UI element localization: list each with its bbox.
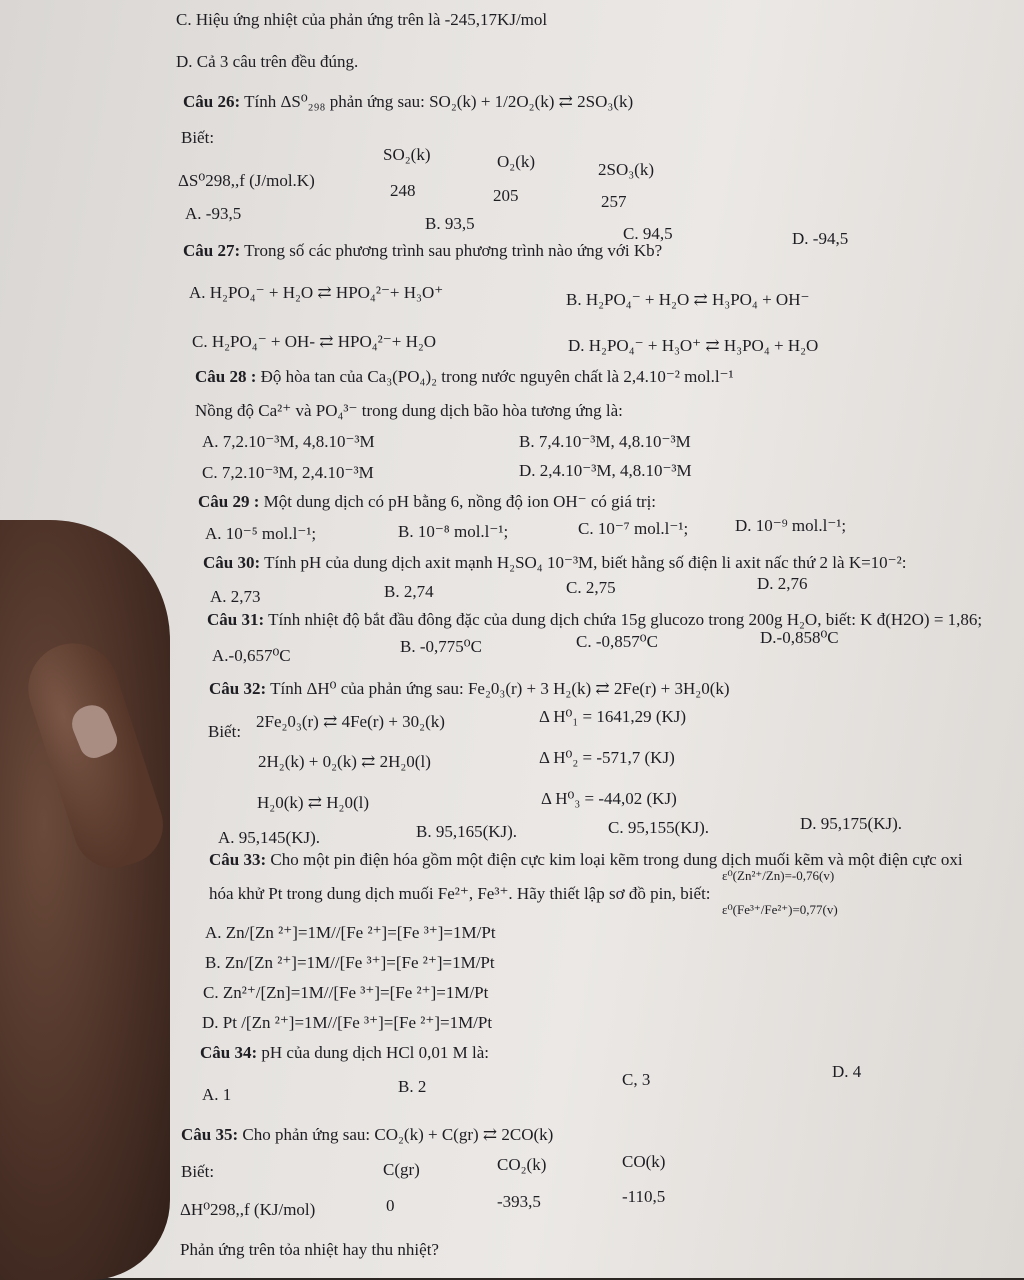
q31-stem [207,610,982,630]
q33-option-d: D. Pt /[Zn ²⁺]=1M//[Fe ³⁺]=[Fe ²⁺]=1M/Pt [202,1013,493,1032]
q31-label: Câu 31: [207,610,265,629]
q34-label: Câu 34: [200,1043,258,1062]
q26-text: Tính ΔS⁰₂₉₈ phản ứng sau: SO₂(k) + 1/2O₂(k) ⇄ 2SO₃(k) [244,92,634,111]
q26-label: Câu 26: [183,92,241,111]
q35-value-3: -110,5 [622,1187,666,1206]
q25-option-c: C. Hiệu ứng nhiệt của phản ứng trên là -245,17KJ/mol [176,10,548,29]
q32-eq2: 2H₂(k) + 0₂(k) ⇄ 2H₂0(l) [258,752,431,771]
q29-label: Câu 29 : [198,492,260,511]
q31-option-a: A.-0,657⁰C [212,646,291,665]
q33-option-c: C. Zn²⁺/[Zn]=1M//[Fe ³⁺]=[Fe ²⁺]=1M/Pt [203,983,489,1002]
q35-header-1: C(gr) [383,1160,420,1179]
q32-label: Câu 32: [209,679,267,698]
q26-option-d: D. -94,5 [792,229,849,248]
q35-label: Câu 35: [181,1125,239,1144]
q33-label: Câu 33: [209,850,267,869]
q35-value-1: 0 [386,1196,395,1215]
q31-option-d: D.-0,858⁰C [760,628,839,647]
q28-text: Độ hòa tan của Ca₃(PO₄)₂ trong nước nguyên chất là 2,4.10⁻² mol.l⁻¹ [260,367,734,386]
q26-header-1: SO₂(k) [383,145,431,164]
q33-e1: ε⁰(Zn²⁺/Zn)=-0,76(v) [722,868,835,883]
q35-header-3: CO(k) [622,1152,666,1171]
q33-text2: hóa khử Pt trong dung dịch muối Fe²⁺, Fe³⁺. Hãy thiết lập sơ đồ pin, biết: [209,884,711,903]
q26-value-2: 205 [493,186,519,205]
q32-option-b: B. 95,165(KJ). [416,822,518,841]
q34-option-a: A. 1 [202,1085,232,1104]
q33-text: Cho một pin điện hóa gồm một điện cực kim loại kẽm trong dung dịch muối kẽm và một điện cực oxi [270,850,963,869]
q31-text: Tính nhiệt độ bắt đầu đông đặc của dung dịch chứa 15g glucozo trong 200g H₂O, biết: K đ(H2O) = 1,86; [268,610,983,629]
q29-option-c: C. 10⁻⁷ mol.l⁻¹; [578,519,689,538]
q32-option-c: C. 95,155(KJ). [608,818,710,837]
q35-header-2: CO₂(k) [497,1155,547,1174]
q30-stem [203,553,906,573]
q35-text: Cho phản ứng sau: CO₂(k) + C(gr) ⇄ 2CO(k) [242,1125,554,1144]
q26-value-1: 248 [390,181,416,200]
q29-stem [198,492,656,512]
q29-text: Một dung dịch có pH bằng 6, nồng độ ion OH⁻ có giá trị: [263,492,657,511]
q33-option-b: B. Zn/[Zn ²⁺]=1M//[Fe ³⁺]=[Fe ²⁺]=1M/Pt [205,953,495,972]
q33-stem [209,850,963,870]
q34-option-c: C, 3 [622,1070,651,1089]
q32-eq1: 2Fe₂0₃(r) ⇄ 4Fe(r) + 30₂(k) [256,712,445,731]
q34-option-b: B. 2 [398,1077,427,1096]
q32-text: Tính ΔH⁰ của phản ứng sau: Fe₂0₃(r) + 3 H₂(k) ⇄ 2Fe(r) + 3H₂0(k) [270,679,730,698]
q27-stem [183,241,662,261]
q33-e2: ε⁰(Fe³⁺/Fe²⁺)=0,77(v) [722,902,838,917]
q33-option-a: A. Zn/[Zn ²⁺]=1M//[Fe ²⁺]=[Fe ³⁺]=1M/Pt [205,923,496,942]
q26-option-b: B. 93,5 [425,214,475,233]
q26-stem [183,92,633,112]
q32-option-d: D. 95,175(KJ). [800,814,902,833]
q28-option-c: C. 7,2.10⁻³M, 2,4.10⁻³M [202,463,374,482]
q30-label: Câu 30: [203,553,261,572]
q31-option-b: B. -0,775⁰C [400,637,482,656]
q28-option-b: B. 7,4.10⁻³M, 4,8.10⁻³M [519,432,691,451]
q32-dh2: Δ H⁰₂ = -571,7 (KJ) [539,748,675,767]
q32-dh3: Δ H⁰₃ = -44,02 (KJ) [541,789,677,808]
q26-option-c: C. 94,5 [623,224,673,243]
q28-stem [195,367,734,387]
q26-option-a: A. -93,5 [185,204,242,223]
q34-stem [200,1043,489,1063]
hand-holding-paper [0,520,170,1280]
q26-header-3: 2SO₃(k) [598,160,654,179]
q30-text: Tính pH của dung dịch axit mạnh H₂SO₄ 10⁻³M, biết hằng số điện li axit nấc thứ 2 là K=10⁻²: [264,553,907,572]
q34-text: pH của dung dịch HCl 0,01 M là: [261,1043,489,1062]
q35-stem [181,1125,553,1145]
q26-value-3: 257 [601,192,627,211]
q30-option-b: B. 2,74 [384,582,434,601]
q30-option-c: C. 2,75 [566,578,616,597]
q32-given: Biết: [208,722,242,741]
q28-option-a: A. 7,2.10⁻³M, 4,8.10⁻³M [202,432,375,451]
q26-row-label: ΔS⁰298,,f (J/mol.K) [178,171,315,190]
q25-option-d: D. Cả 3 câu trên đều đúng. [176,52,359,71]
q31-option-c: C. -0,857⁰C [576,632,658,651]
q32-dh1: Δ H⁰₁ = 1641,29 (KJ) [539,707,687,726]
q27-label: Câu 27: [183,241,241,260]
q32-eq3: H₂0(k) ⇄ H₂0(l) [257,793,370,812]
q27-option-c: C. H₂PO₄⁻ + OH- ⇄ HPO₄²⁻+ H₂O [192,332,437,351]
q35-value-2: -393,5 [497,1192,541,1211]
q35-question: Phản ứng trên tỏa nhiệt hay thu nhiệt? [180,1240,439,1259]
q34-option-d: D. 4 [832,1062,862,1081]
q32-option-a: A. 95,145(KJ). [218,828,320,847]
q28-label: Câu 28 : [195,367,257,386]
q28-text2: Nồng độ Ca²⁺ và PO₄³⁻ trong dung dịch bão hòa tương ứng là: [195,401,623,420]
q30-option-d: D. 2,76 [757,574,808,593]
q27-option-b: B. H₂PO₄⁻ + H₂O ⇄ H₃PO₄ + OH⁻ [566,290,810,309]
q29-option-a: A. 10⁻⁵ mol.l⁻¹; [205,524,317,543]
q26-given: Biết: [181,128,215,147]
q32-stem [209,679,730,699]
q29-option-d: D. 10⁻⁹ mol.l⁻¹; [735,516,847,535]
q29-option-b: B. 10⁻⁸ mol.l⁻¹; [398,522,509,541]
q27-option-a: A. H₂PO₄⁻ + H₂O ⇄ HPO₄²⁻+ H₃O⁺ [189,283,444,302]
q35-given: Biết: [181,1162,215,1181]
q26-header-2: O₂(k) [497,152,536,171]
q28-option-d: D. 2,4.10⁻³M, 4,8.10⁻³M [519,461,692,480]
q27-text: Trong số các phương trình sau phương trình nào ứng với Kb? [244,241,663,260]
q30-option-a: A. 2,73 [210,587,261,606]
q27-option-d: D. H₂PO₄⁻ + H₃O⁺ ⇄ H₃PO₄ + H₂O [568,336,819,355]
q35-row-label: ΔH⁰298,,f (KJ/mol) [180,1200,316,1219]
